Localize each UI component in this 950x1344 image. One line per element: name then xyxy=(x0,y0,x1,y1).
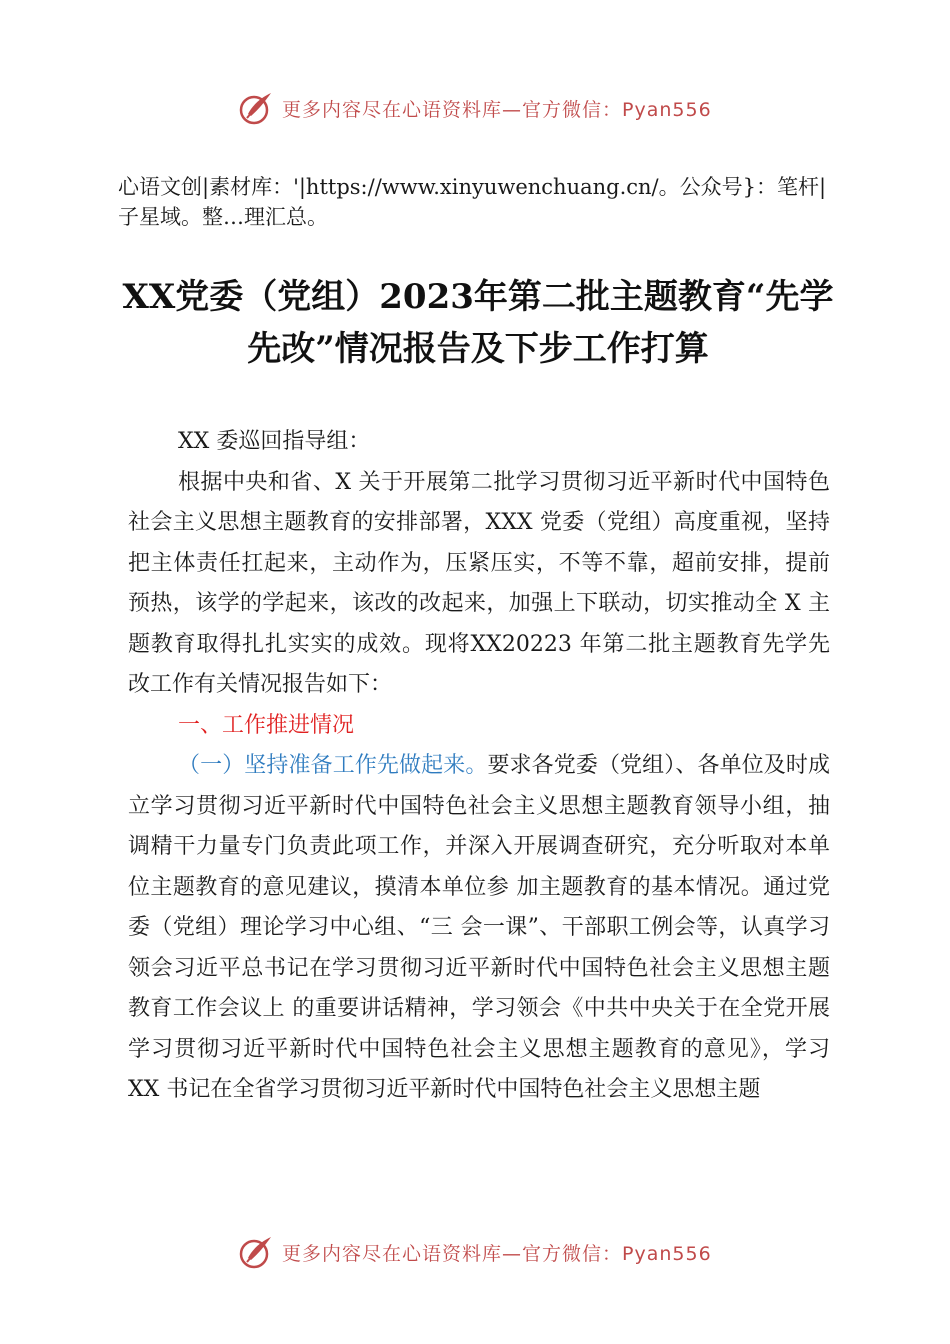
quill-logo-icon xyxy=(238,90,274,126)
watermark-header xyxy=(238,88,712,128)
quill-logo-icon xyxy=(238,1234,274,1270)
intro-paragraph: 根据中央和省、X 关于开展第二批学习贯彻习近平新时代中国特色社会主义思想主题教育的安排部署，XXX 党委（党组）高度重视，坚持把主体责任扛起来，主动作为，压紧压实，不等不靠，超前安排，提前预热，该学的学起来，该改的改起来，加强上下联动，切实推动全 X 主题教育取得扎扎实实的成效。现将XX20223 年第二批主题教育先学先改工作有关情况报告如下： xyxy=(128,469,830,697)
watermark-text: 更多内容尽在心语资料库—官方微信：Pyan556 xyxy=(282,1242,712,1265)
watermark-text: 更多内容尽在心语资料库—官方微信：Pyan556 xyxy=(282,98,712,121)
subsection-paragraph xyxy=(128,746,830,1111)
subsection-heading: （一）坚持准备工作先做起来。 xyxy=(178,753,488,778)
source-note: 心语文创|素材库：'|https://www.xinyuwenchuang.cn/。公众号}：笔杆|子星域。整…理汇总。 xyxy=(118,175,827,229)
salutation: XX 委巡回指导组： xyxy=(178,429,371,454)
watermark-footer xyxy=(238,1232,712,1272)
section-heading: 一、工作推进情况 xyxy=(178,712,355,738)
document-title: XX党委（党组）2023年第二批主题教育“先学先改”情况报告及下步工作打算 xyxy=(122,276,834,369)
subsection-body: 要求各党委（党组）、各单位及时成立学习贯彻习近平新时代中国特色社会主义思想主题教育领导小组，抽调精干力量专门负责此项工作，并深入开展调查研究，充分听取对本单位主题教育的意见建议，摸清本单位参 加主题教育的基本情况。通过党委（党组）理论学习中心组、“三 会一课”、干部职工例会等，认真学习领会习近平总书记在学习贯彻习近平新时代中国特色社会主义思想主题教育工作会议上 的重要讲话精神，学习领会《中共中央关于在全党开展学习贯彻习近平新时代中国特色社会主义思想主题教育的意见》，学习 XX 书记在全省学习贯彻习近平新时代中国特色社会主义思想主题 xyxy=(128,753,830,1102)
document-body xyxy=(128,422,830,1111)
